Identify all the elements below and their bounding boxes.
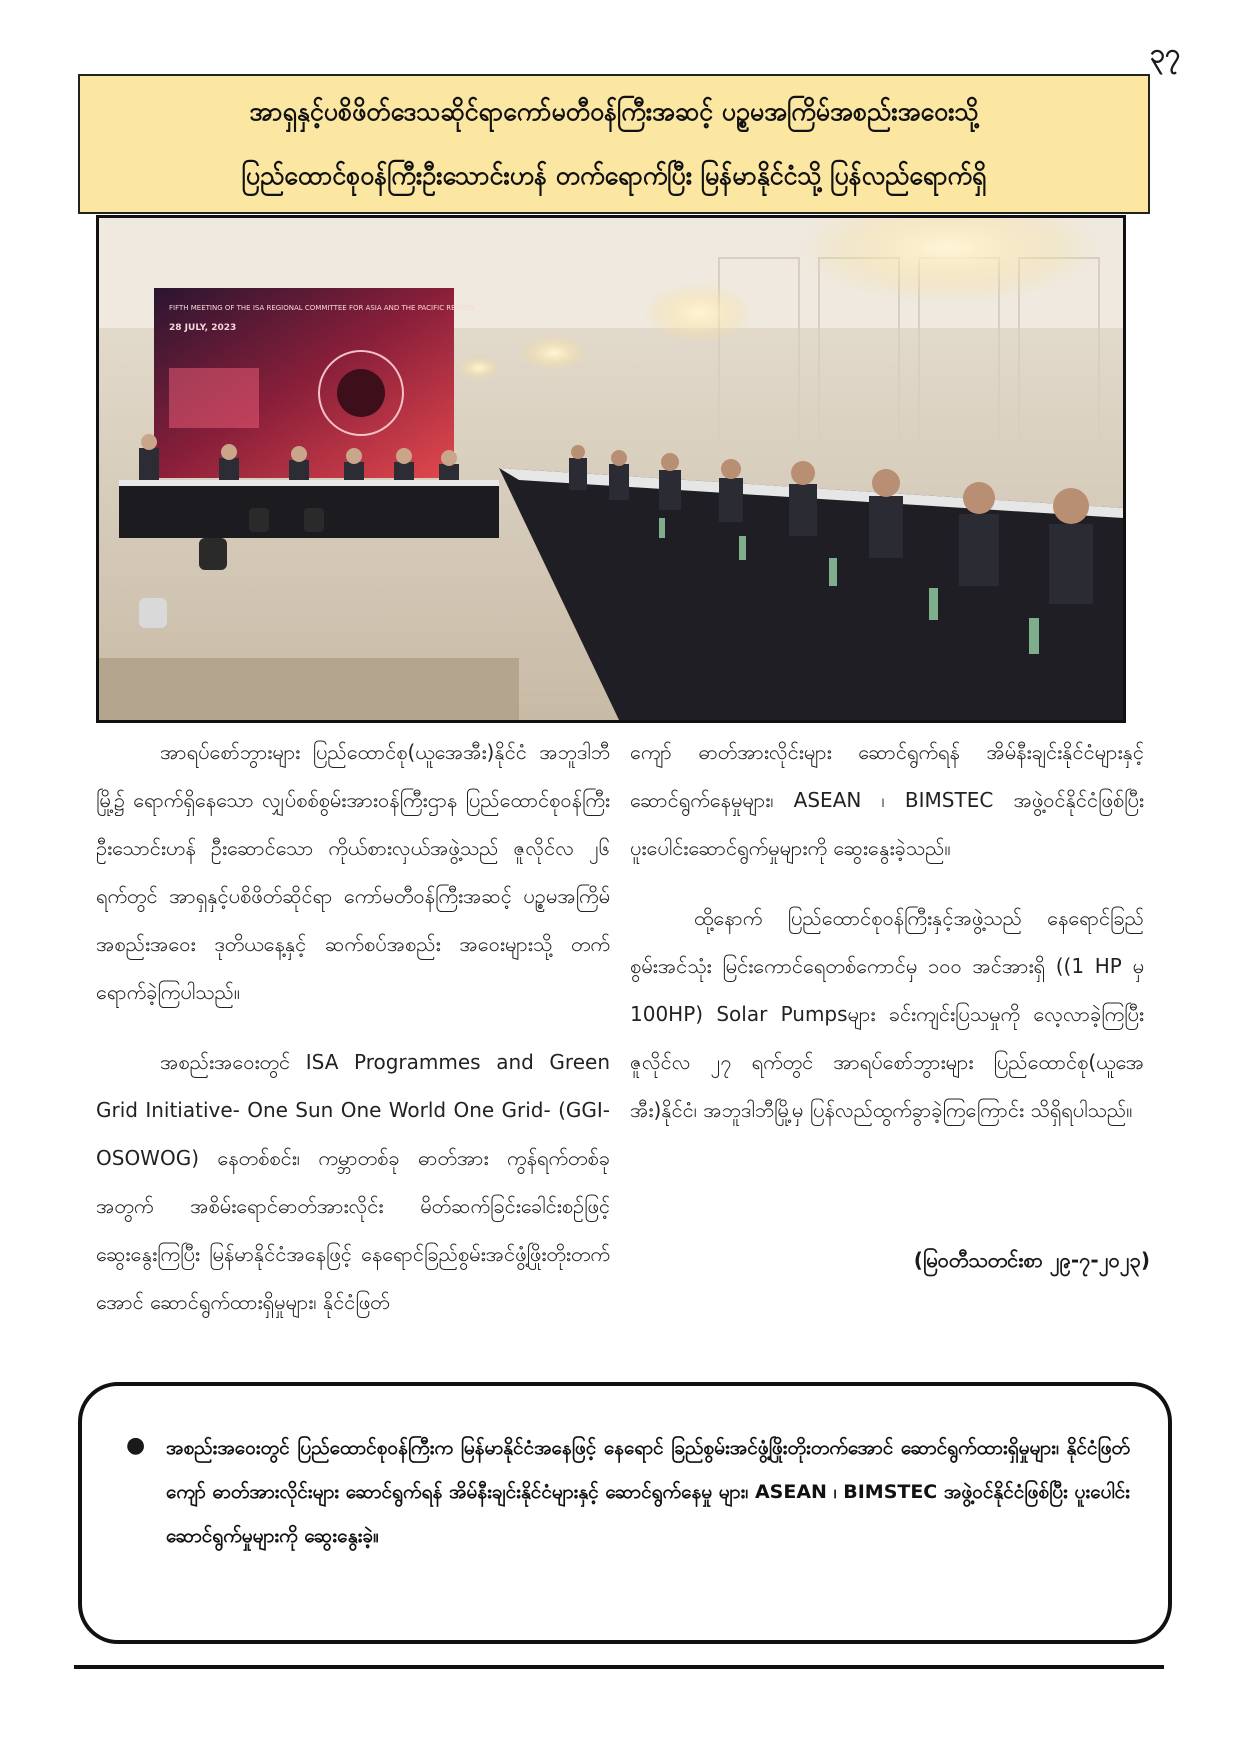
news-source: (မြဝတီသတင်းစာ ၂၉-၇-၂၀၂၃)	[913, 1248, 1150, 1272]
summary-text: အစည်းအဝေးတွင် ပြည်ထောင်စုဝန်ကြီးက မြန်မာနိုင်ငံအနေဖြင့် နေရောင် ခြည်စွမ်းအင်ဖွံ့ဖြိုးတိုးတက်အောင် ဆောင်ရွက်ထားရှိမှုများ၊ နိုင်ငံဖြတ်ကျော် ဓာတ်အားလိုင်းများ ဆောင်ရွက်ရန် အိမ်နီးချင်းနိုင်ငံများနှင့် ဆောင်ရွက်နေမှု များ၊ ASEAN ၊ BIMSTEC အဖွဲ့ဝင်နိုင်ငံဖြစ်ပြီး ပူးပေါင်းဆောင်ရွက်မှုများကို ဆွေးနွေးခဲ့။	[166, 1437, 1130, 1547]
chandelier-3	[519, 335, 589, 371]
presentation-screen	[154, 288, 474, 478]
bullet-icon: ●	[126, 1433, 146, 1458]
meeting-photo-illustration	[99, 218, 1123, 720]
headline-line-1: အာရှနှင့်ပစိဖိတ်ဒေသဆိုင်ရာကော်မတီဝန်ကြီးအဆင့် ပဥ္စမအကြိမ်အစည်းအဝေးသို့	[249, 97, 979, 126]
chandelier-2	[644, 283, 754, 343]
article-left-column	[96, 728, 610, 1326]
article-right-paragraph-1: ကျော် ဓာတ်အားလိုင်းများ ဆောင်ရွက်ရန် အိမ်နီးချင်းနိုင်ငံများနှင့် ဆောင်ရွက်နေမှုများ၊ ASEAN ၊ BIMSTEC အဖွဲ့ဝင်နိုင်ငံဖြစ်ပြီး ပူးပေါင်းဆောင်ရွက်မှုများကို ဆွေးနွေးခဲ့သည်။	[630, 740, 1144, 860]
article-right-column	[630, 728, 1144, 1134]
screen-title: FIFTH MEETING OF THE ISA REGIONAL COMMITTEE FOR ASIA AND THE PACIFIC REGION	[169, 304, 474, 312]
screen-date: 28 JULY, 2023	[169, 323, 237, 333]
headline-box	[78, 74, 1150, 214]
article-right-paragraph-2: ထို့နောက် ပြည်ထောင်စုဝန်ကြီးနှင့်အဖွဲ့သည် နေရောင်ခြည်စွမ်းအင်သုံး မြင်းကောင်ရေတစ်ကောင်မှ ၁၀၀ အင်အားရှိ ((1 HP မှ 100HP) Solar Pumpsများ ခင်းကျင်းပြသမှုကို လေ့လာခဲ့ကြပြီး ဇူလိုင်လ ၂၇ ရက်တွင် အာရပ်စော်ဘွားများ ပြည်ထောင်စု(ယူအေအီး)နိုင်ငံ၊ အဘူဒါဘီမြို့မှ ပြန်လည်ထွက်ခွာခဲ့ကြကြောင်း သိရှိရပါသည်။	[630, 906, 1144, 1122]
headline-line-2: ပြည်ထောင်စုဝန်ကြီးဦးသောင်းဟန် တက်ရောက်ပြီး မြန်မာနိုင်ငံသို့ ပြန်လည်ရောက်ရှိ	[241, 161, 987, 190]
meeting-photo	[96, 215, 1126, 723]
page-number: ၃၇	[1149, 38, 1180, 69]
summary-box	[78, 1382, 1172, 1644]
article-left-paragraph-1: အာရပ်စော်ဘွားများ ပြည်ထောင်စု(ယူအေအီး)နိုင်ငံ အဘူဒါဘီမြို့၌ ရောက်ရှိနေသော လျှပ်စစ်စွမ်းအားဝန်ကြီးဌာန ပြည်ထောင်စုဝန်ကြီး ဦးသောင်းဟန် ဦးဆောင်သော ကိုယ်စားလှယ်အဖွဲ့သည် ဇူလိုင်လ ၂၆ ရက်တွင် အာရှနှင့်ပစိဖိတ်ဆိုင်ရာ ကော်မတီဝန်ကြီးအဆင့် ပဥ္စမအကြိမ်အစည်းအဝေး ဒုတိယနေ့နှင့် ဆက်စပ်အစည်း အဝေးများသို့ တက်ရောက်ခဲ့ကြပါသည်။	[96, 740, 610, 1004]
footer-divider	[74, 1665, 1164, 1669]
summary-list-item	[126, 1426, 1130, 1558]
article-left-paragraph-2: အစည်းအဝေးတွင် ISA Programmes and Green Grid Initiative- One Sun One World One Grid- (GGI-OSOWOG) နေတစ်စင်း၊ ကမ္ဘာတစ်ခု ဓာတ်အား ကွန်ရက်တစ်ခု အတွက် အစိမ်းရောင်ဓာတ်အားလိုင်း မိတ်ဆက်ခြင်းခေါင်းစဉ်ဖြင့် ဆွေးနွေးကြပြီး မြန်မာနိုင်ငံအနေဖြင့် နေရောင်ခြည်စွမ်းအင်ဖွံ့ဖြိုးတိုးတက်အောင် ဆောင်ရွက်ထားရှိမှုများ၊ နိုင်ငံဖြတ်	[96, 1050, 610, 1314]
